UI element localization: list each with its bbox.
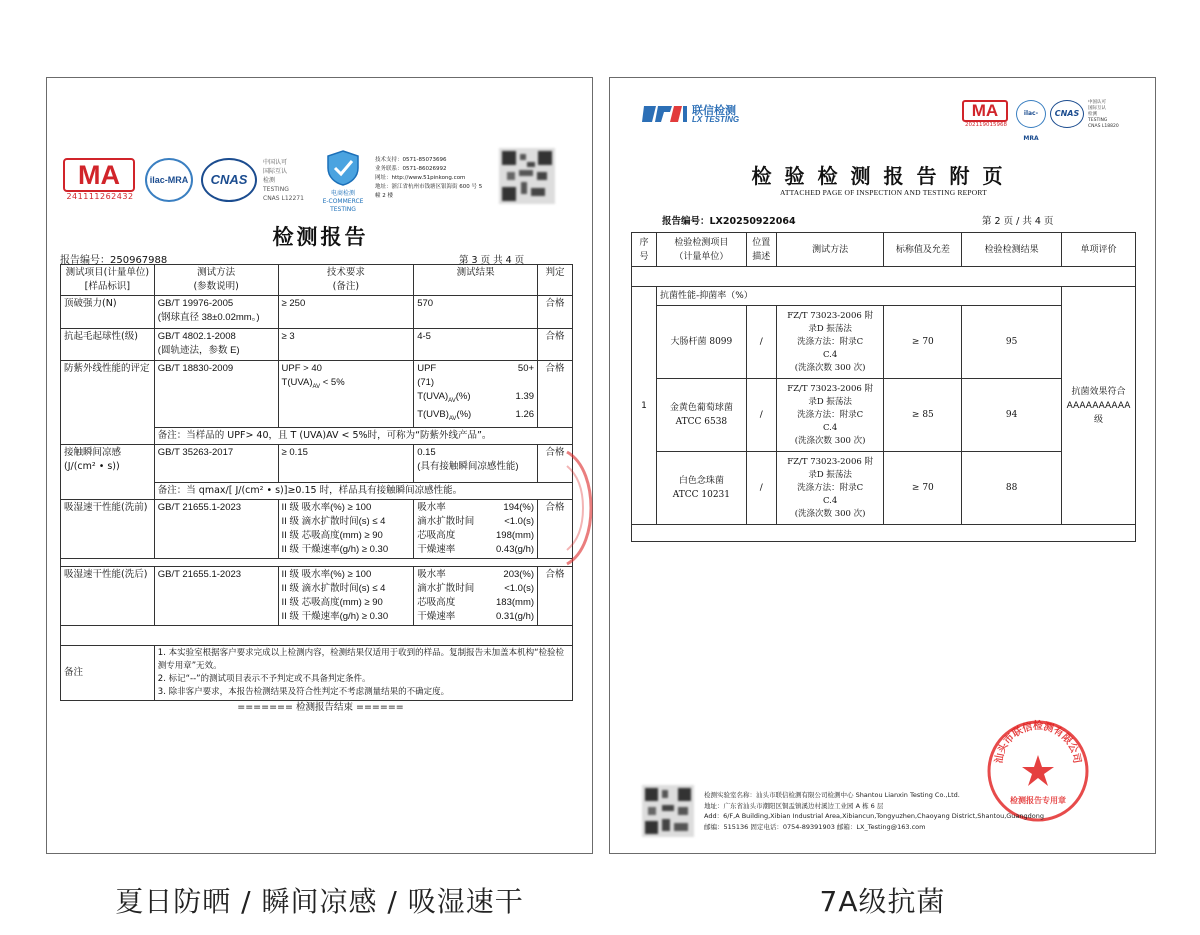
left-logo-row (63, 144, 578, 214)
left-caption: 夏日防晒 / 瞬间凉感 / 吸湿速干 (115, 885, 524, 918)
cma-logo: MA 202119015968 (962, 100, 1010, 128)
table-row: 顶破强力(N) GB/T 19976-2005 (钢球直径 38±0.02mm。) ≥ 250 570 合格 (61, 296, 573, 329)
report-end-line: ======= 检测报告结束 ====== (237, 702, 404, 713)
cnas-note: 中国认可 国际互认 检测 TESTING CNAS L18820 (1088, 100, 1119, 129)
table-row: 金黄色葡萄球菌 ATCC 6538 / FZ/T 73023-2006 附 录D 振荡法 洗涤方法：附录C C.4 (洗涤次数 300 次) ≥ 85 94 (632, 379, 1136, 452)
table-row: 白色念珠菌 ATCC 10231 / FZ/T 73023-2006 附 录D 振荡法 洗涤方法：附录C C.4 (洗涤次数 300 次) ≥ 70 88 (632, 452, 1136, 525)
page-number: 第 2 页 / 共 4 页 (982, 216, 1054, 227)
attached-page-subtitle: ATTACHED PAGE OF INSPECTION AND TESTING REPORT (780, 188, 987, 197)
partial-seal-stamp (565, 448, 593, 568)
qr-code-icon (499, 148, 555, 204)
cnas-logo: CNAS (201, 158, 257, 202)
report-title: 检测报告 (272, 224, 369, 249)
lx-logo-en: LX TESTING (692, 115, 740, 124)
cma-logo: MA 241111262432 (63, 158, 137, 204)
table-note-row: 备注：当样品的 UPF> 40，且 T (UVA)AV < 5%时，可称为“防紫外线产品”。 (61, 427, 573, 444)
table-spacer-row (61, 625, 573, 645)
lx-logo-icon (642, 102, 688, 126)
seal-edge-icon (565, 448, 593, 568)
table-spacer-row (632, 525, 1136, 542)
cnas-note: 中国认可 国际互认 检测 TESTING CNAS L12271 (263, 159, 304, 202)
ilac-mra-logo: ilac-MRA (145, 158, 193, 202)
report-number: 报告编号：LX20250922064 (662, 216, 796, 227)
seal-text: 汕头市联信检测有限公司 (993, 721, 1083, 765)
lab-footer (642, 783, 1142, 843)
lab-contact-info: 技术支持：0571-85073696 业务联系：0571-86026992 网址：http://www.51pinkong.com 地址：浙江省杭州市钱塘区银海街 600 号 5 幢 2 楼 (375, 157, 483, 199)
lx-testing-logo (642, 100, 762, 130)
right-certification-logos (962, 100, 1142, 142)
cnas-logo: CNAS (1050, 100, 1084, 128)
header-requirement: 技术要求 (备注) (278, 265, 414, 296)
qr-code-icon (642, 785, 694, 837)
header-method: 测试方法 (参数说明) (154, 265, 278, 296)
header-item: 测试项目(计量单位) [样品标识] (61, 265, 155, 296)
header-judgement: 判定 (538, 265, 573, 296)
left-test-report-page (46, 77, 593, 854)
page-number: 第 3 页 共 4 页 (459, 255, 525, 266)
cma-number: 202119015968 (965, 122, 1007, 128)
shield-check-icon (326, 150, 360, 186)
cma-number: 241111262432 (66, 192, 134, 201)
table-row: 接触瞬间凉感 (J/(cm² • s)) GB/T 35263-2017 ≥ 0.15 0.15 (具有接触瞬间凉感性能) 合格 (61, 444, 573, 482)
ecommerce-testing-logo: 电商检测 E-COMMERCE TESTING (313, 150, 373, 210)
evaluation-cell: 抗菌效果符合AAAAAAAAAA级 (1061, 287, 1135, 525)
report-number: 报告编号：250967988 (60, 255, 168, 266)
row-number: 1 (632, 287, 657, 525)
lx-logo-cn: 联信检测 (692, 104, 736, 117)
table-note-row: 备注：当 qmax/[ J/(cm² • s)]≥0.15 时，样品具有接触瞬间凉感性能。 (61, 482, 573, 499)
right-caption: 7A级抗菌 (819, 885, 946, 918)
test-results-table (60, 264, 573, 701)
lab-address-info: 检测实验室名称：汕头市联信检测有限公司检测中心 Shantou Lianxin Testing Co.,Ltd. 地址：广东省汕头市潮阳区铜盂镇溪边村溪边工业园 A 栋 6 层 Add：6/F,A Building,Xibian Industrial Area,Xibiancun,Tongyuzhen,Chaoyang District,Shantou,Guangdong 邮编：515136 固定电话：0754-89391903 邮箱：LX_Testing@163.com (704, 791, 1045, 831)
ilac-mra-logo: ilac-MRA (1016, 100, 1046, 128)
seal-sub-text: 检测报告专用章 (1010, 796, 1066, 805)
section-label: 抗菌性能-抑菌率（%） (656, 287, 1061, 306)
antibacterial-results-table (631, 232, 1136, 542)
table-row: 抗起毛起球性(级) GB/T 4802.1-2008 (圆轨迹法，参数 E) ≥ 3 4-5 合格 (61, 329, 573, 361)
table-header-row (61, 265, 573, 296)
seal-star-icon (1022, 755, 1054, 786)
table-row: 大肠杆菌 8099 / FZ/T 73023-2006 附 录D 振荡法 洗涤方法：附录C C.4 (洗涤次数 300 次) ≥ 70 95 (632, 306, 1136, 379)
header-result: 测试结果 (414, 265, 538, 296)
attached-page-title: 检验检测报告附页 (751, 164, 1016, 188)
table-header-row: 序号 检验检测项目 （计量单位） 位置描述 测试方法 标称值及允差 检验检测结果 单项评价 (632, 233, 1136, 267)
table-row: 吸湿速干性能(洗前) GB/T 21655.1-2023 II 级 吸水率(%) ≥ 100 II 级 滴水扩散时间(s) ≤ 4 II 级 芯吸高度(mm) ≥ 90 II 级 干燥速率(g/h) ≥ 0.30 吸水率 194(%) 滴水扩散时间 <1.0(s) 芯吸高度 198(mm) 干燥速率 0.43(g/h) 合格 (61, 499, 573, 558)
table-row: 防紫外线性能的评定 GB/T 18830-2009 UPF > 40 $T(UVA)_{AV} < 5\%$ UPF 50+ (71) $T(UVA)_{AV}(\%)$ 1.39 $T(UVB)_{AV}(\%)$ 1.26 合格 (61, 361, 573, 428)
remarks-row: 备注 1. 本实验室根据客户要求完成以上检测内容，检测结果仅适用于收到的样品。复制报告未加盖本机构“检验检测专用章”无效。 2. 标记“--”的测试项目表示不予判定或不具备判定条件。 3. 除非客户要求，本报告检测结果及符合性判定不考虑测量结果的不确定度。 (61, 645, 573, 700)
table-spacer-row (61, 558, 573, 566)
table-spacer-row (632, 267, 1136, 287)
table-row: 吸湿速干性能(洗后) GB/T 21655.1-2023 II 级 吸水率(%) ≥ 100 II 级 滴水扩散时间(s) ≤ 4 II 级 芯吸高度(mm) ≥ 90 II 级 干燥速率(g/h) ≥ 0.30 吸水率 203(%) 滴水扩散时间 <1.0(s) 芯吸高度 183(mm) 干燥速率 0.31(g/h) 合格 (61, 566, 573, 625)
right-attached-report-page (609, 77, 1156, 854)
section-row (632, 287, 1136, 306)
